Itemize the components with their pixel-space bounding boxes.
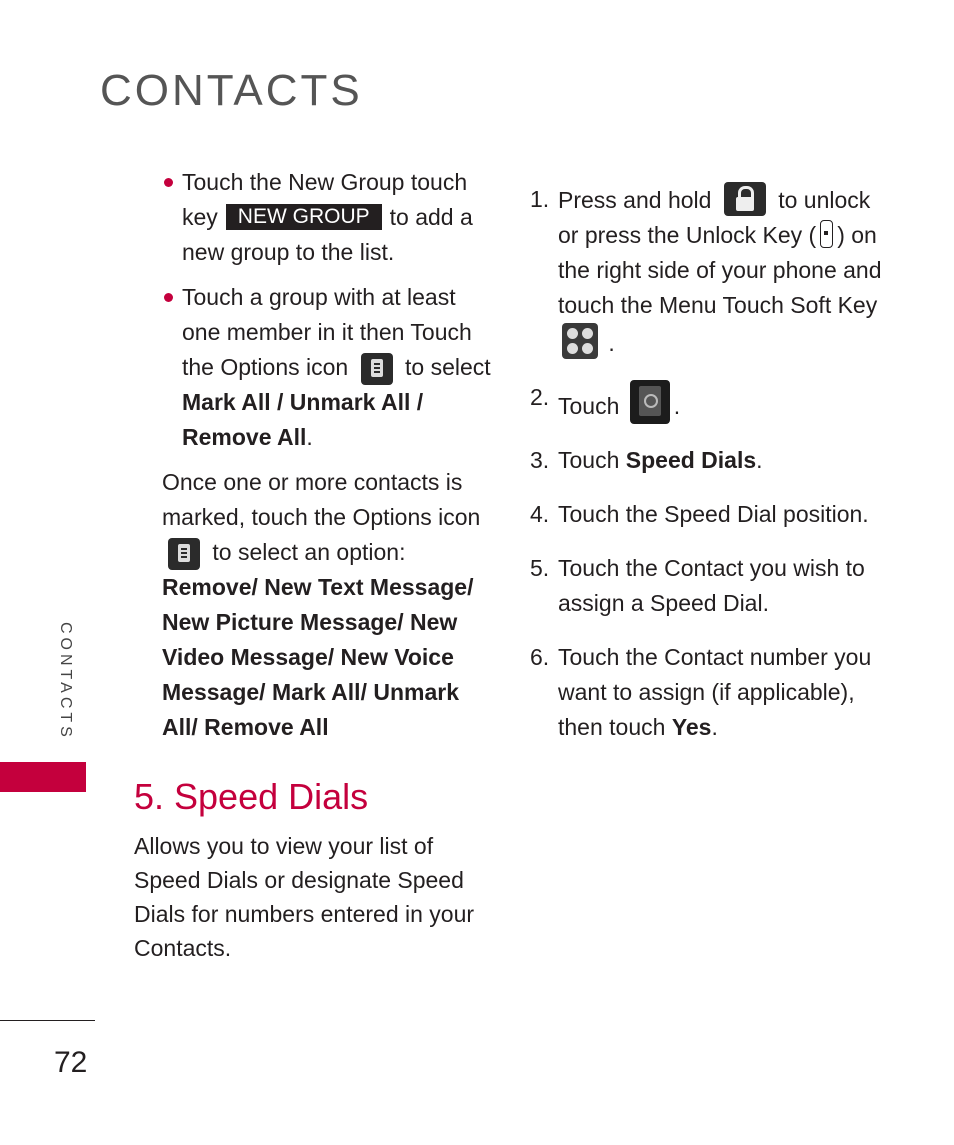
step-text: . <box>756 447 763 473</box>
footer-rule <box>0 1020 95 1021</box>
option-list: Remove/ New Text Message/ New Picture Message/ New Video Message/ New Voice Message/ Mark All/ Unmark All/ Remove All <box>162 574 474 740</box>
contacts-book-icon[interactable] <box>630 380 670 424</box>
section-body: Allows you to view your list of Speed Dials or designate Speed Dials for numbers entered in your Contacts. <box>134 833 475 961</box>
options-icon[interactable] <box>361 353 393 385</box>
bullet-new-group <box>162 165 492 270</box>
step-3 <box>530 443 890 478</box>
menu-soft-key-icon[interactable] <box>562 323 598 359</box>
step-number: 5. <box>530 555 550 581</box>
bullet-text: Touch the New Group touch key <box>182 169 468 230</box>
bullet-dot <box>164 178 173 187</box>
step-4 <box>530 497 890 532</box>
step-bold: Speed Dials <box>625 447 757 473</box>
step-text: to unlock or press the Unlock Key ( <box>558 187 871 248</box>
bullet-dot <box>164 293 173 302</box>
step-text: Touch the Speed Dial position. <box>558 501 869 527</box>
options-paragraph <box>162 465 492 745</box>
step-text: Touch the Contact you wish to assign a Speed Dial. <box>558 555 865 616</box>
step-number: 3. <box>530 447 550 473</box>
bullet-options <box>162 280 492 455</box>
new-group-key[interactable]: NEW GROUP <box>226 204 382 230</box>
step-number: 4. <box>530 501 550 527</box>
page-number: 72 <box>54 1046 88 1079</box>
para-text: Once one or more contacts is marked, touch the Options icon <box>162 469 481 530</box>
page-title: CONTACTS <box>100 66 363 115</box>
right-column <box>530 182 890 764</box>
side-tab-bar <box>0 762 86 792</box>
step-text: Press and hold <box>558 187 712 213</box>
step-text: . <box>711 714 718 740</box>
step-text: ) on the right side of your phone and touch the Menu Touch Soft Key <box>558 222 882 318</box>
side-tab-label: CONTACTS <box>57 622 74 741</box>
step-text: . <box>608 330 615 356</box>
section-title: 5. Speed Dials <box>134 776 369 817</box>
para-text: to select an option: <box>212 539 406 565</box>
step-number: 1. <box>530 186 550 212</box>
options-icon[interactable] <box>168 538 200 570</box>
step-text: . <box>673 393 681 419</box>
unlock-key-icon <box>820 220 833 248</box>
bullet-text: to select <box>405 354 491 380</box>
lock-icon[interactable] <box>724 182 766 216</box>
step-text: Touch the Contact number you want to assign (if applicable), then touch <box>558 644 872 740</box>
step-text: Touch <box>558 393 620 419</box>
step-text: Touch <box>558 447 620 473</box>
bullet-text: to add a new group to the list. <box>182 204 473 265</box>
bullet-bold-options: Mark All / Unmark All / Remove All <box>182 389 424 450</box>
bullet-text: . <box>306 424 313 450</box>
step-6 <box>530 640 890 745</box>
step-1 <box>530 182 890 361</box>
left-column <box>162 165 492 745</box>
step-5 <box>530 551 890 621</box>
step-number: 6. <box>530 644 550 670</box>
step-number: 2. <box>530 384 550 410</box>
step-bold: Yes <box>671 714 712 740</box>
bullet-text: Touch a group with at least one member in it then Touch the Options icon <box>182 284 472 380</box>
step-2 <box>530 380 890 424</box>
